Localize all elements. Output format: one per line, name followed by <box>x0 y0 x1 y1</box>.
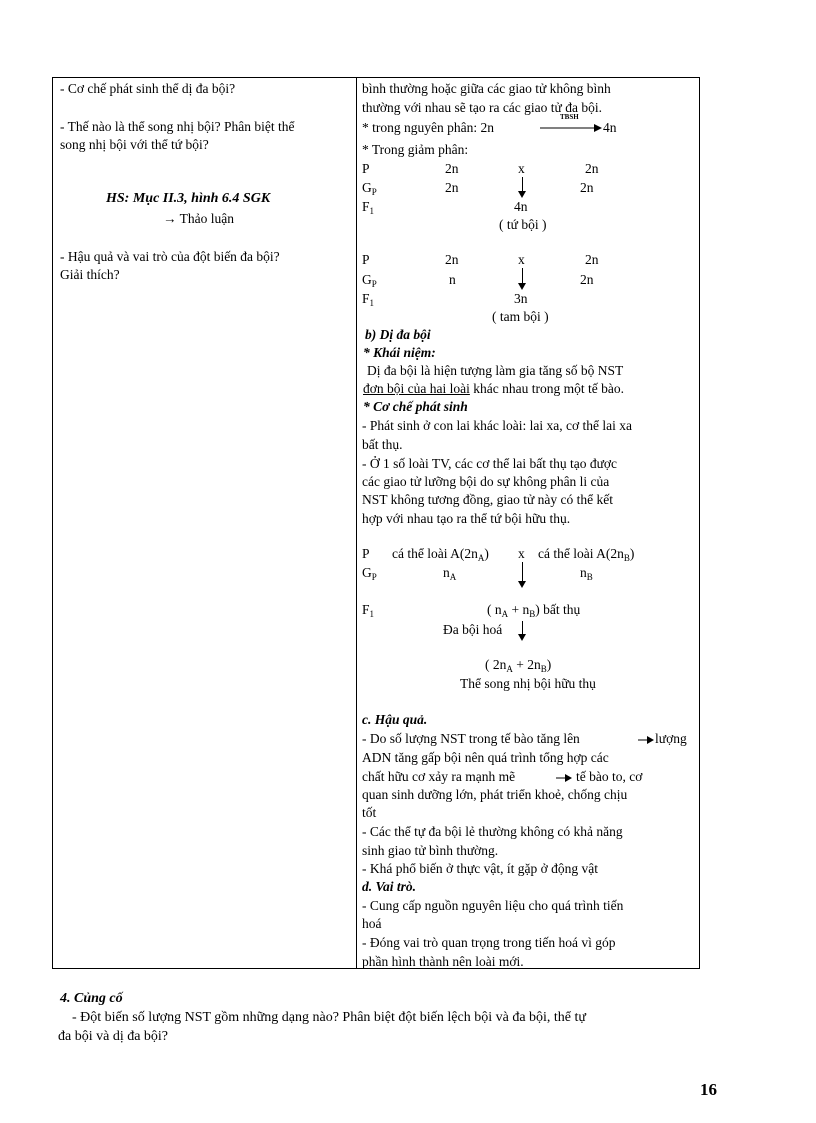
cross2-p: P <box>362 252 370 267</box>
left-question-consequence-2: Giải thích? <box>60 267 120 282</box>
cross2-parent-b: 2n <box>585 252 599 267</box>
definition-1: Dị đa bội là hiện tượng làm gia tăng số bộ NST <box>367 363 624 378</box>
cross2-offspring: 3n <box>514 291 528 306</box>
cross3-gamete-a: $n_A$ <box>443 565 457 582</box>
role-3: - Đóng vai trò quan trọng trong tiến hoá vì góp <box>362 935 616 950</box>
cross1-f1: $F_1$ <box>362 199 375 216</box>
mitosis-label: * trong nguyên phân: 2n <box>362 120 494 135</box>
cross3-parent-a: cá thể loài $A(2n_A)$ <box>392 546 489 563</box>
role-2: hoá <box>362 916 382 931</box>
left-question-mechanism: - Cơ chế phát sinh thể dị đa bội? <box>60 81 236 96</box>
mechanism-2b: các giao tử lưỡng bội do sự không phân li của <box>362 474 610 489</box>
definition-2: đơn bội của hai loài khác nhau trong một tế bào. <box>363 381 624 396</box>
cross2-parent-a: 2n <box>445 252 459 267</box>
role-1: - Cung cấp nguồn nguyên liệu cho quá trình tiến <box>362 898 624 913</box>
section-c-title: c. Hậu quả. <box>362 712 428 727</box>
cross3-result: Thể song nhị bội hữu thụ <box>460 676 596 691</box>
mechanism-1b: bất thụ. <box>362 437 403 452</box>
cross1-gamete-b: 2n <box>580 180 594 195</box>
cross2-gamete-a: n <box>449 272 456 287</box>
consequence-8: - Khá phổ biến ở thực vật, ít gặp ở động vật <box>362 861 599 876</box>
consequence-3a: chất hữu cơ xảy ra mạnh mẽ <box>362 769 516 784</box>
cross2-gamete-b: 2n <box>580 272 594 287</box>
section-b-title: b) Dị đa bội <box>365 327 431 342</box>
cross3-polyploidization: Đa bội hoá <box>443 622 503 637</box>
cross3-x: x <box>518 546 525 561</box>
left-hs-instruction: HS: Mục II.3, hình 6.4 SGK <box>106 191 271 206</box>
consequence-1b: lượng <box>655 731 687 746</box>
concept-heading: * Khái niệm: <box>363 345 436 360</box>
left-discussion: → Thảo luận <box>163 211 234 226</box>
right-line-1: bình thường hoặc giữa các giao tử không bình <box>362 81 611 96</box>
consequence-3b: tế bào to, cơ <box>576 769 643 784</box>
mechanism-1a: - Phát sinh ở con lai khác loài: lai xa, cơ thể lai xa <box>362 418 632 433</box>
cross1-x: x <box>518 161 525 176</box>
cross3-parent-b: cá thể loài $A(2n_B)$ <box>538 546 635 563</box>
cross1-parent-b: 2n <box>585 161 599 176</box>
consequence-7: sinh giao tử bình thường. <box>362 843 499 858</box>
cross2-f1: $F_1$ <box>362 291 375 308</box>
section-4-question-1: - Đột biến số lượng NST gồm những dạng nào? Phân biệt đột biến lệch bội và đa bội, thể tự <box>72 1010 587 1025</box>
right-arrow-icon <box>556 773 572 783</box>
meiosis-label: * Trong giảm phân: <box>362 142 469 157</box>
cross3-p: P <box>362 546 370 561</box>
right-line-2: thường với nhau sẽ tạo ra các giao tử đa bội. <box>362 100 602 115</box>
cross3-result-formula: ( $2n_A + 2n_B$) <box>485 657 552 674</box>
mitosis-result: 4n <box>603 120 617 135</box>
cross1-gamete-a: 2n <box>445 180 459 195</box>
section-4-title: 4. Củng cố <box>60 991 123 1006</box>
cross3-g: $G_P$ <box>362 565 377 582</box>
cross1-parent-a: 2n <box>445 161 459 176</box>
mechanism-2a: - Ở 1 số loài TV, các cơ thể lai bất thụ tạo được <box>362 456 618 471</box>
section-4-question-2: đa bội và dị đa bội? <box>58 1029 169 1044</box>
cross2-g: $G_P$ <box>362 272 377 289</box>
cross1-offspring: 4n <box>514 199 528 214</box>
consequence-2: ADN tăng gấp bội nên quá trình tổng hợp các <box>362 750 609 765</box>
cross3-gamete-b: $n_B$ <box>580 565 593 582</box>
consequence-4: quan sinh dưỡng lớn, phát triển khoẻ, chống chịu <box>362 787 628 802</box>
consequence-1a: - Do số lượng NST trong tế bào tăng lên <box>362 731 580 746</box>
mechanism-2c: NST không tương đồng, giao tử này có thể kết <box>362 492 613 507</box>
cross3-f1: $F_1$ <box>362 602 375 619</box>
consequence-5: tốt <box>362 805 377 820</box>
cross1-p: P <box>362 161 370 176</box>
right-arrow-icon <box>540 123 602 133</box>
tbsh-label: TBSH <box>560 113 579 121</box>
section-d-title: d. Vai trò. <box>362 879 417 894</box>
role-4: phần hình thành nên loài mới. <box>362 954 524 969</box>
mechanism-heading: * Cơ chế phát sinh <box>363 399 468 414</box>
left-question-allopolyploid-2: song nhị bội với thể tứ bội? <box>60 137 209 152</box>
left-question-consequence-1: - Hậu quả và vai trò của đột biến đa bội? <box>60 249 280 264</box>
page-number: 16 <box>700 1080 717 1099</box>
right-arrow-icon <box>638 735 654 745</box>
cross2-note: ( tam bội ) <box>492 309 549 324</box>
cross3-f1-hybrid: ( $n_A + n_B$) bất thụ <box>487 602 581 619</box>
cross1-g: $G_P$ <box>362 180 377 197</box>
left-question-allopolyploid-1: - Thế nào là thể song nhị bội? Phân biệt thể <box>60 119 295 134</box>
cross2-x: x <box>518 252 525 267</box>
consequence-6: - Các thể tự đa bội lẻ thường không có khả năng <box>362 824 623 839</box>
mechanism-2d: hợp với nhau tạo ra thể tứ bội hữu thụ. <box>362 511 571 526</box>
column-divider <box>356 78 357 968</box>
cross1-note: ( tứ bội ) <box>499 217 547 232</box>
